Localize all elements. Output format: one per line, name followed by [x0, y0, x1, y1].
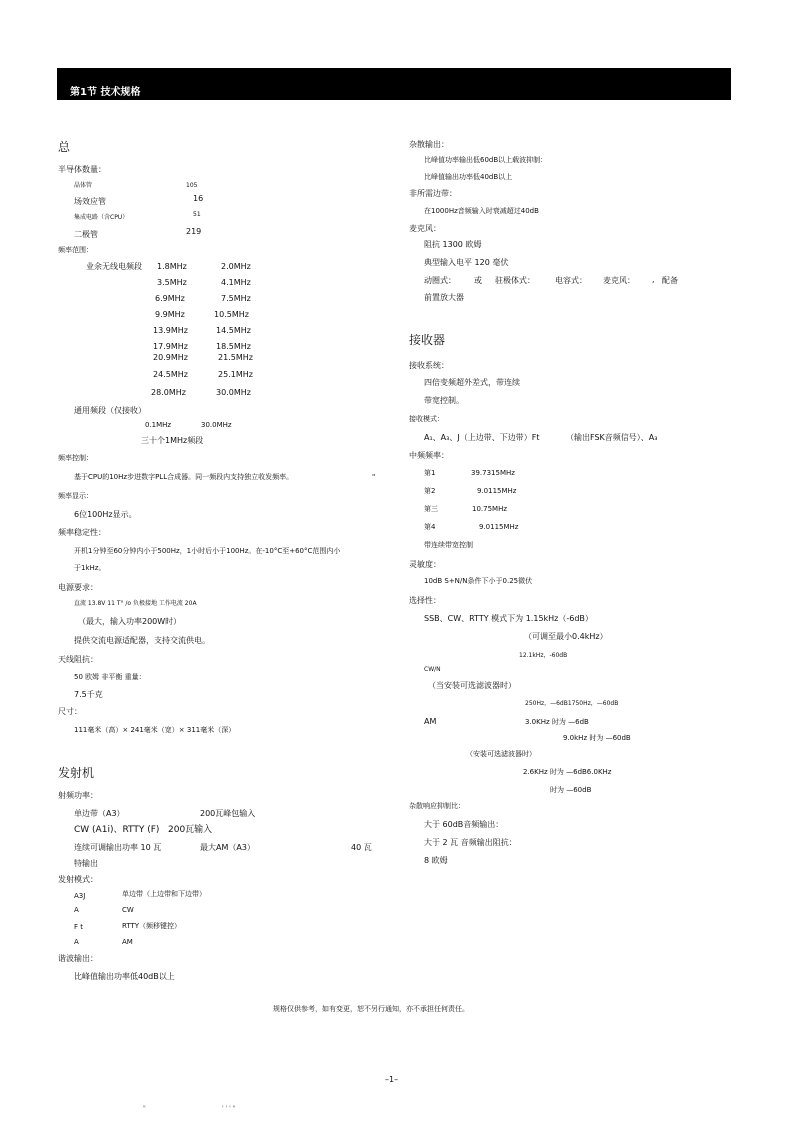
spec-text: 在1000Hz音频输入时衰减超过40dB: [424, 207, 539, 215]
spec-text: （当安装可选滤波器时）: [428, 681, 516, 690]
spec-text: 6.9MHz: [155, 294, 185, 303]
spec-text: A: [74, 938, 79, 946]
spec-text: 第2: [424, 487, 436, 495]
spec-text: 单边带（上边带和下边带）: [122, 890, 206, 898]
spec-text: 谐波输出：: [58, 954, 98, 963]
spec-text: 40 瓦: [351, 843, 372, 852]
spec-text: 电源要求：: [58, 583, 98, 592]
spec-text: 单边带（A3）: [74, 809, 125, 818]
spec-text: 接收模式：: [409, 415, 444, 423]
section-heading: 总: [58, 140, 71, 154]
spec-text: 电容式：: [555, 276, 587, 285]
spec-text: 9.9MHz: [155, 310, 185, 319]
scan-fragment: ": [143, 1105, 146, 1112]
spec-text: F t: [74, 923, 83, 931]
spec-text: 半导体数量：: [58, 165, 106, 174]
spec-text: （输出FSK音频信号）、A₃: [566, 433, 658, 442]
spec-text: 12.1kHz，-60dB: [519, 652, 568, 659]
spec-text: 频率显示：: [58, 492, 93, 500]
spec-text: 2.6KHz 时为 —6dB6.0KHz: [523, 768, 612, 776]
spec-text: 二极管: [74, 230, 98, 239]
spec-text: 18.5MHz: [216, 342, 251, 351]
spec-text: 9.0kHz 时为 —60dB: [563, 734, 631, 742]
spec-text: 4.1MHz: [221, 278, 251, 287]
section-heading: 发射机: [58, 766, 95, 780]
spec-text: 通用频段（仅接收）: [74, 406, 146, 415]
spec-text: 10dB S+N/N条件下小于0.25微伏: [424, 577, 533, 585]
spec-text: 第三: [424, 505, 438, 513]
spec-text: 13.9MHz: [153, 326, 188, 335]
spec-text: 场效应管: [74, 197, 106, 206]
spec-text: 基于CPU的10Hz步进数字PLL合成器。同一频段内支持独立收发频率。: [74, 473, 294, 481]
page-number: –1–: [385, 1075, 399, 1084]
spec-text: 200瓦峰包输入: [200, 809, 256, 818]
spec-text: 配备: [662, 276, 678, 285]
spec-text: 开机1分钟至60分钟内小于500Hz，1小时后小于100Hz。在-10°C至+60°C范围内小: [74, 547, 341, 555]
spec-text: 14.5MHz: [216, 326, 251, 335]
spec-text: 或: [474, 276, 482, 285]
spec-text: 最大AM（A3）: [200, 843, 255, 852]
spec-text: 连续可调输出功率 10 瓦: [74, 843, 162, 852]
spec-text: 9.0115MHz: [479, 523, 519, 531]
spec-text: 105: [186, 182, 198, 189]
spec-text: 219: [186, 227, 202, 236]
spec-text: （最大，输入功率200W时）: [78, 617, 182, 626]
spec-text: 集成电路（含CPU）: [74, 214, 129, 221]
spec-text: RTTY（频移键控）: [122, 922, 182, 930]
spec-text: 四倍变频超外差式，带连续: [424, 378, 520, 387]
spec-text: 21.5MHz: [218, 353, 253, 362]
spec-text: 2.0MHz: [221, 262, 251, 271]
spec-text: 带宽控制。: [424, 396, 464, 405]
spec-text: 频率稳定性：: [58, 528, 106, 537]
spec-text: 晶体管: [74, 182, 93, 189]
spec-text: 频率范围：: [58, 246, 93, 254]
spec-text: SSB、CW、RTTY 模式下为 1.15kHz（-6dB）: [424, 614, 593, 623]
spec-text: 250Hz，—6dB1750Hz，—60dB: [525, 700, 619, 707]
spec-text: 射频功率：: [58, 791, 98, 800]
spec-text: 杂散响应抑制比：: [409, 802, 465, 810]
spec-text: 提供交流电源适配器，支持交流供电。: [74, 636, 210, 645]
scan-fragment: ' ' ' ": [222, 1105, 236, 1112]
spec-text: 直流 13.8V 11 T° /o 负极接地 工作电流 20A: [74, 600, 197, 607]
footer-disclaimer: 规格仅供参考，如有变更，恕不另行通知，亦不承担任何责任。: [273, 1005, 469, 1013]
spec-text: 3.0KHz 时为 —6dB: [525, 718, 589, 726]
spec-text: 8 欧姆: [424, 856, 448, 865]
spec-text: 28.0MHz: [151, 388, 186, 397]
spec-text: 111毫米（高）× 241毫米（宽）× 311毫米（深）: [74, 726, 236, 734]
spec-text: A₁、A₃、J（上边带、下边带）Ft: [424, 433, 540, 442]
spec-text: 39.7315MHz: [471, 469, 515, 477]
spec-text: 17.9MHz: [153, 342, 188, 351]
spec-text: 200瓦输入: [168, 825, 213, 835]
spec-text: ,: [652, 275, 655, 284]
spec-text: 中频频率：: [409, 451, 449, 460]
spec-text: A: [74, 906, 79, 914]
spec-text: 9.0115MHz: [477, 487, 517, 495]
spec-text: 阻抗 1300 欧姆: [424, 240, 482, 249]
spec-text: 比峰值功率输出低60dB以上载波抑制：: [424, 156, 548, 164]
spec-text: 3.5MHz: [157, 278, 187, 287]
spec-text: 麦克风：: [603, 276, 635, 285]
spec-text: 天线阻抗：: [58, 655, 98, 664]
section-header-bar: [57, 68, 731, 100]
spec-text: 灵敏度：: [409, 560, 441, 569]
spec-text: 0.1MHz: [145, 421, 172, 429]
section-heading: 接收器: [409, 333, 446, 347]
spec-text: （安装可选滤波器时）: [466, 750, 536, 758]
spec-text: 51: [193, 211, 201, 218]
spec-text: 杂散输出：: [409, 140, 449, 149]
spec-text: 第1: [424, 469, 436, 477]
spec-text: 30.0MHz: [216, 388, 251, 397]
spec-text: 16: [193, 194, 204, 203]
spec-text: 比峰值输出功率低40dB以上: [74, 972, 175, 981]
spec-text: （可调至最小0.4kHz）: [524, 632, 608, 641]
spec-text: 于1kHz。: [74, 564, 106, 572]
section-title: 第1节 技术规格: [70, 87, 141, 98]
spec-text: 动圈式：: [424, 276, 456, 285]
spec-text: 特输出: [74, 859, 98, 868]
spec-text: 25.1MHz: [218, 370, 253, 379]
spec-text: 20.9MHz: [153, 353, 188, 362]
spec-text: CW: [122, 906, 134, 914]
spec-text: 7.5MHz: [221, 294, 251, 303]
spec-text: 6位100Hz显示。: [74, 510, 137, 519]
spec-text: 麦克风：: [409, 224, 441, 233]
spec-text: 50 欧姆 非平衡 重量：: [74, 673, 146, 681]
spec-text: 比峰值输出功率低40dB以上: [424, 173, 513, 181]
spec-text: 7.5千克: [74, 690, 103, 699]
spec-text: 频率控制：: [58, 454, 93, 462]
spec-text: 典型输入电平 120 毫伏: [424, 258, 509, 267]
spec-text: 1.8MHz: [157, 262, 187, 271]
spec-text: AM: [122, 938, 133, 946]
spec-text: 非所需边带：: [409, 189, 457, 198]
spec-text: 接收系统：: [409, 361, 449, 370]
spec-text: 30.0MHz: [201, 421, 232, 429]
spec-text: A3J: [74, 892, 86, 900]
spec-text: 第4: [424, 523, 436, 531]
spec-text: 大于 2 瓦 音频输出阻抗：: [424, 838, 517, 847]
spec-text: 24.5MHz: [153, 370, 188, 379]
spec-text: 前置放大器: [424, 293, 464, 302]
spec-text: AM: [424, 717, 437, 726]
spec-text: CW (A1i)、RTTY (F): [74, 825, 160, 835]
spec-text: 业余无线电频段: [86, 262, 142, 271]
spec-text: 带连续带宽控制: [424, 541, 473, 549]
spec-text: 选择性：: [409, 596, 441, 605]
spec-text: 10.5MHz: [214, 310, 249, 319]
spec-text: 大于 60dB音频输出：: [424, 820, 504, 829]
spec-text: 10.75MHz: [472, 505, 508, 513]
spec-text: 三十个1MHz频段: [141, 436, 204, 445]
spec-text: ": [372, 473, 376, 481]
spec-text: 时为 —60dB: [550, 786, 592, 794]
spec-text: 发射模式：: [58, 875, 98, 884]
spec-text: CW/N: [424, 666, 441, 673]
spec-text: 驻极体式：: [495, 276, 535, 285]
spec-text: 尺寸：: [58, 707, 82, 716]
